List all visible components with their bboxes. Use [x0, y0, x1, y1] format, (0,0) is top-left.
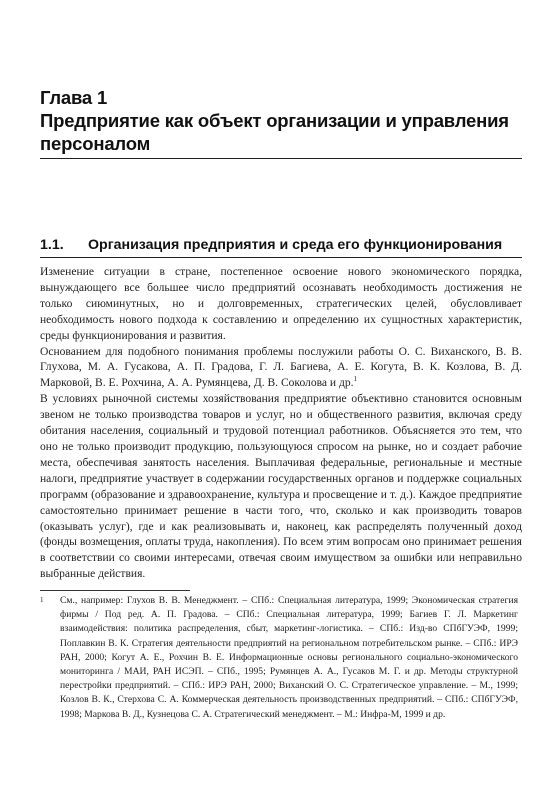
paragraph-2-text: Основанием для подобного понимания проблемы послужили работы О. С. Виханского, В. В. Глухова, М. А. Гусакова, А. П. Градова, Г. Л. Багиева, А. Е. Когута, В. К. Козлова, В. Д. Марковой, В. Е. Рохчина, А. А. Румянцева, Д. В. Соколова и др. [40, 345, 522, 390]
chapter-divider [40, 158, 522, 159]
footnote-text: См., например: Глухов В. В. Менеджмент. – СПб.: Специальная литература, 1999; Экономическая стратегия фирмы / Под ред. А. П. Градова. – СПб.: Специальная литература, 1999; Багиев Г. Л. Маркетинг взаимодействия: политика распределения, сбыт, маркетинг-логистика. – СПб.: Изд-во СПбГУЭФ, 1999; Поплавкин В. К. Стратегия деятельности предприятий на региональном потребительском рынке. – СПб.: ИРЭ РАН, 2000; Когут А. Е., Рохчин В. Е. Информационные основы регионального социально-экономического мониторинга / МАИ, РАН ИСЭП. – СПб., 1995; Румянцев А. А., Гусаков М. Г. и др. Методы структурной перестройки предприятий. – СПб.: ИРЭ РАН, 2000; Виханский О. С. Стратегическое управление. – М., 1999; Козлов В. К., Стерхова С. А. Коммерческая деятельность производственных предприятий. – СПб.: СПбГУЭФ, 1998; Маркова В. Д., Кузнецова С. А. Стратегический менеджмент. – М.: Инфра-М, 1999 и др. [60, 595, 518, 720]
section-divider [40, 257, 522, 258]
footnote-divider [40, 590, 190, 591]
chapter-title: Предприятие как объект организации и управления персоналом [40, 110, 509, 154]
body-text [40, 265, 522, 583]
section-number: 1.1. [40, 237, 64, 253]
paragraph-1: Изменение ситуации в стране, постепенное освоение нового экономического порядка, вынуждающего все большее число предприятий осознавать необходимость достижения не только сиюминутных, но и долговременных, стратегических целей, обусловливает необходимость нового подхода к составлению и определению их сущностных характеристик, среды функционирования и развития. [40, 266, 522, 342]
paragraph-3: В условиях рыночной системы хозяйствования предприятие объективно становится основным звеном не только производства товаров и услуг, но и общественного развития, включая среду обитания населения, социальный и трудовой потенциал работников. Объясняется это тем, что оно не только производит продукцию, пользующуюся спросом на рынке, но и создает рабочие места, обеспечивая занятость населения. Выплачивая федеральные, региональные и местные налоги, предприятие участвует в содержании государственных органов и поддержке социальных программ (образование и здравоохранение, культура и просвещение и т. д.). Каждое предприятие самостоятельно принимает решение в части того, что, сколько и как производить товаров (оказывать услуг), где и как реализовывать и, наконец, как распределять полученный доход (фонды возмещения, оплаты труда, накопления). По всем этим вопросам оно принимает решения в соответствии со своими интересами, отвечая своим имуществом за ошибки или неправильно выбранные действия. [40, 393, 522, 581]
chapter-label: Глава 1 [40, 87, 108, 108]
paragraph-2 [40, 345, 522, 393]
footnote-reference: 1 [353, 375, 358, 384]
chapter-heading [40, 86, 530, 155]
section-title: Организация предприятия и среда его функционирования [88, 237, 503, 253]
footnote [40, 594, 522, 722]
section-heading [40, 236, 522, 254]
footnote-mark: 1 [40, 596, 44, 604]
